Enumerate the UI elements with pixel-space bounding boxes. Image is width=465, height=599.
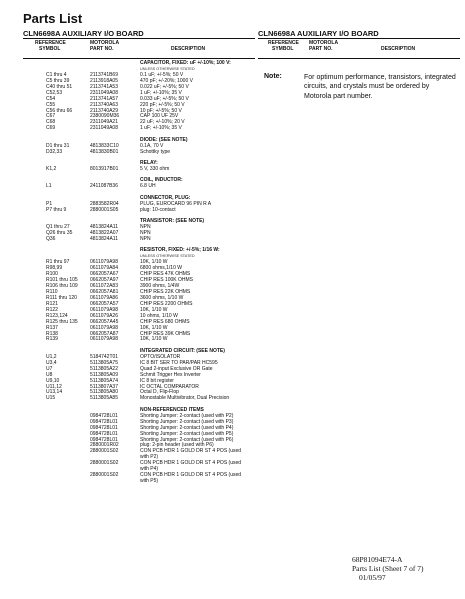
description: 10K, 1/10 W	[140, 259, 168, 266]
note-text: For optimum performance, transistors, integrated circuits, and crystals must be ordered by Motorola part number.	[304, 74, 456, 100]
part-number: 0984728L01	[90, 418, 118, 425]
reference-symbol: R1 thru 97	[46, 259, 70, 266]
footer-doc-number: 68P81094E74-A	[352, 555, 403, 564]
description: Octal D, Flip-Flop	[140, 389, 179, 396]
description: RELAY:	[140, 160, 158, 167]
part-number: 0984728L01	[90, 436, 118, 443]
part-number: 8013917B01	[90, 166, 119, 172]
table-row	[23, 396, 255, 402]
table-row	[23, 126, 255, 132]
reference-symbol: L1	[46, 183, 52, 190]
reference-symbol: R121	[46, 300, 58, 307]
footer-date: 01/05/97	[359, 573, 386, 582]
reference-symbol: C40 thru 51	[46, 83, 73, 90]
reference-symbol: U9,10	[46, 377, 60, 384]
description: Shorting Jumper: 2-contact (used with P3)	[140, 418, 234, 425]
reference-symbol: R138	[46, 330, 58, 337]
description: 0.022 uF; +/-5%; 50 V	[140, 83, 189, 90]
reference-symbol: C55	[46, 101, 56, 108]
reference-symbol: D1 thru 31	[46, 142, 70, 149]
reference-symbol: U13,14	[46, 389, 63, 396]
description: NPN	[140, 230, 151, 236]
reference-symbol: Q1 thru 27	[46, 224, 70, 231]
description: 0.1A, 70 V	[140, 142, 164, 149]
description: NPN	[140, 224, 151, 231]
part-number: 2311049A08	[90, 125, 118, 132]
header-ref-2: SYMBOL	[39, 46, 61, 52]
header-ref-1: REFERENCE	[35, 40, 66, 46]
part-number: 2883582R04	[90, 200, 119, 207]
reference-symbol: R111 thru 120	[46, 294, 77, 301]
table-row	[23, 479, 255, 485]
part-number: 2311049A21	[90, 119, 118, 126]
description: plug: 10-contact	[140, 206, 176, 213]
part-number: 2411087B36	[90, 183, 118, 190]
reference-symbol: R125 thru 135	[46, 318, 78, 325]
board-title-left: CLN6698A AUXILIARY I/O BOARD	[23, 29, 144, 38]
part-number: 2380090M36	[90, 113, 120, 120]
description: NON-REFERENCED ITEMS	[140, 406, 204, 413]
description: CHIP RES 47K OHMS	[140, 271, 191, 278]
part-number: 2880001S02	[90, 448, 119, 455]
part-number: 2113741A53	[90, 83, 118, 90]
description: with P2)	[140, 454, 159, 461]
description: CHIP RES 39K OHMS	[140, 330, 191, 337]
part-number: 2113918A05	[90, 77, 118, 84]
description: IC 8 BIT SER TO PAR/PAR HC595	[140, 359, 218, 366]
part-number: 0611072A83	[90, 283, 118, 289]
part-number: 0611079A98	[90, 306, 118, 313]
description: Shorting Jumper: 2-contact (used with P5)	[140, 430, 234, 437]
part-number: 2113741A57	[90, 95, 118, 102]
part-number: 0611079A86	[90, 294, 118, 301]
table-row	[23, 237, 255, 243]
description: CON PCB HDR 1 GOLD DR ST 4 POS (used	[140, 448, 242, 455]
description: CONNECTOR, PLUG:	[140, 194, 191, 201]
header-part-2-right: PART NO.	[309, 46, 333, 52]
header-part-1-right: MOTOROLA	[309, 40, 339, 46]
description: INTEGRATED CIRCUIT: (SEE NOTE)	[140, 347, 225, 354]
reference-symbol: C56 thru 66	[46, 107, 73, 114]
reference-symbol: U3,4	[46, 359, 57, 366]
reference-symbol: U8	[46, 371, 53, 378]
reference-symbol: C1 thru 4	[46, 71, 67, 78]
part-number: 4813822A07	[90, 230, 119, 236]
reference-symbol: C52,53	[46, 89, 63, 96]
reference-symbol: C54	[46, 95, 56, 102]
part-number: 5113805A85	[90, 395, 118, 402]
part-number: 4813824A11	[90, 235, 118, 242]
table-row	[23, 184, 255, 190]
reference-symbol: P7 thru 9	[46, 206, 67, 213]
part-number: 0662057A87	[90, 330, 119, 337]
table-header-left	[23, 38, 255, 59]
description: IC 8 bit register	[140, 377, 174, 384]
reference-symbol: R122	[46, 306, 58, 313]
reference-symbol: R106 thru 109	[46, 283, 78, 289]
part-number: 5113805A75	[90, 359, 118, 366]
description: 220 pF; +/-5%; 50 V	[140, 101, 185, 108]
reference-symbol: R137	[46, 324, 58, 331]
description: 10 pF; +/-5%; 50 V	[140, 107, 182, 114]
description: 0.1 uF; +/-5%; 50 V	[140, 71, 184, 78]
part-number: 2113741B69	[90, 71, 118, 78]
board-title-right: CLN6698A AUXILIARY I/O BOARD	[258, 29, 379, 38]
description: 10K, 1/10 W	[140, 306, 168, 313]
reference-symbol: R110	[46, 288, 58, 295]
part-number: 0611079A84	[90, 265, 118, 272]
part-number: 0662057A81	[90, 288, 119, 295]
part-number: 4813833C10	[90, 142, 119, 149]
part-number: 4813830B01	[90, 148, 119, 155]
description: plug: 2-pin header (used with P6)	[140, 442, 214, 449]
description: UNLESS OTHERWISE STATED	[140, 254, 195, 259]
reference-symbol: U7	[46, 365, 53, 372]
part-number: 2113740A29	[90, 107, 118, 114]
footer	[352, 555, 423, 582]
description: 3600 ohms, 1/10 W	[140, 294, 184, 301]
part-number: 0984728L01	[90, 424, 118, 431]
description: Quad 2-input Exclusive OR Gate	[140, 365, 213, 372]
description: CHIP RES 22K OHMS	[140, 288, 191, 295]
description: 5 V, 330 ohm	[140, 166, 170, 172]
description: CHIP RES 2200 OHMS	[140, 300, 193, 307]
reference-symbol: C67	[46, 113, 56, 120]
parts-table	[23, 61, 255, 485]
reference-symbol: C68	[46, 119, 56, 126]
part-number: 0611079A98	[90, 336, 118, 343]
reference-symbol: K1,2	[46, 166, 57, 172]
description: 10 ohms, 1/10 W	[140, 312, 178, 319]
table-row	[23, 150, 255, 156]
note-label: Note:	[264, 73, 282, 80]
table-row	[23, 208, 255, 214]
part-number: 0662057A67	[90, 271, 119, 278]
description: 1 uF; +/-10%; 35 V	[140, 125, 182, 132]
description: UNLESS OTHERWISE STATED	[140, 66, 195, 71]
description: 0.033 uF; +/-5%; 50 V	[140, 95, 189, 102]
part-number: 0611079A98	[90, 259, 118, 266]
table-header-right	[258, 38, 460, 59]
header-ref-1-right: REFERENCE	[268, 40, 299, 46]
description: with P5)	[140, 478, 159, 485]
part-number: 5184742T01	[90, 353, 119, 360]
header-part-2: PART NO.	[90, 46, 114, 52]
reference-symbol: R139	[46, 336, 58, 343]
part-number: 5113805A74	[90, 377, 118, 384]
part-number: 0984728L01	[90, 430, 118, 437]
description: CAPACITOR, FIXED: uF +/-10%; 100 V:	[140, 60, 231, 66]
part-number: 2880001S02	[90, 472, 119, 479]
reference-symbol: D32,33	[46, 148, 63, 155]
part-number: 2311049A08	[90, 89, 118, 96]
part-number: 0662057A97	[90, 277, 119, 284]
reference-symbol: Q26 thru 35	[46, 230, 73, 236]
description: Shorting Jumper: 2-contact (used with P6)	[140, 436, 234, 443]
part-number: 5113805A09	[90, 371, 118, 378]
description: 6800 ohms,1/10 W	[140, 265, 182, 272]
part-number: 2880001S02	[90, 460, 119, 467]
part-number: 4813824A11	[90, 224, 118, 231]
part-number: 5113805A80	[90, 389, 118, 396]
part-number: 0662057A45	[90, 318, 119, 325]
part-number: 2113740A63	[90, 101, 118, 108]
page-title: Parts List	[23, 11, 83, 26]
description: 3900 ohms, 1/4W	[140, 283, 180, 289]
description: Shorting Jumper: 2-contact (used with P2)	[140, 412, 234, 419]
reference-symbol: U11,12	[46, 383, 62, 390]
description: Schmit Trigger Hex Inverter	[140, 371, 201, 378]
description: Monostable Multivibrator, Dual Precision	[140, 395, 230, 402]
description: CON PCB HDR 1 GOLD DR ST 4 POS (used	[140, 460, 242, 467]
reference-symbol: C5 thru 39	[46, 77, 70, 84]
description: 22 uF; +/-10%; 20 V	[140, 119, 185, 126]
description: TRANSISTOR: (SEE NOTE)	[140, 218, 205, 225]
description: 470 pF; +/-20%; 1000 V	[140, 77, 193, 84]
description: Shorting Jumper: 2-contact (used with P4)	[140, 424, 234, 431]
description: IC OCTAL COMPARATOR	[140, 383, 199, 390]
description: 10K, 1/10 W	[140, 336, 168, 343]
reference-symbol: Q36	[46, 235, 56, 242]
part-number: 0662057A57	[90, 300, 119, 307]
reference-symbol: R100	[46, 271, 58, 278]
part-number: 0611079A26	[90, 312, 118, 319]
table-row	[23, 337, 255, 343]
description: CON PCB HDR 1 GOLD DR ST 4 POS (used	[140, 472, 242, 479]
part-number: 0611079A98	[90, 324, 118, 331]
description: COIL, INDUCTOR:	[140, 177, 183, 184]
header-desc: DESCRIPTION	[171, 46, 206, 52]
part-number: 5113807A37	[90, 383, 118, 390]
description: DIODE: (SEE NOTE)	[140, 136, 188, 143]
description: 10K, 1/10 W	[140, 324, 168, 331]
description: CAP 100 UF 25V	[140, 113, 179, 120]
reference-symbol: C69	[46, 125, 56, 132]
description: NPN	[140, 235, 151, 242]
header-desc-right: DESCRIPTION	[381, 46, 416, 52]
description: PLUG, EUROCARD 96 PIN R A	[140, 200, 212, 207]
description: 1 uF; +/-10%; 35 V	[140, 89, 182, 96]
header-ref-2-right: SYMBOL	[272, 46, 294, 52]
reference-symbol: R101 thru 105	[46, 277, 78, 284]
part-number: 5113805A22	[90, 365, 118, 372]
description: CHIP RES 100K OHMS	[140, 277, 193, 284]
reference-symbol: R123,124	[46, 312, 68, 319]
description: CHIP RES 680 OHMS	[140, 318, 190, 325]
description: OPTO/ISOLATOR	[140, 353, 181, 360]
part-number: 0984728L01	[90, 412, 118, 419]
reference-symbol: P1	[46, 200, 53, 207]
description: 6.8 UH	[140, 183, 156, 190]
reference-symbol: U15	[46, 395, 56, 402]
reference-symbol: R98,99	[46, 265, 63, 272]
header-part-1: MOTOROLA	[90, 40, 120, 46]
table-row	[23, 167, 255, 173]
description: Schottky type	[140, 148, 171, 155]
description: RESISTOR, FIXED: +/-5%; 1/16 W:	[140, 247, 220, 254]
part-number: 2880001R02	[90, 442, 119, 449]
footer-sheet: Parts List (Sheet 7 of 7)	[352, 564, 424, 573]
reference-symbol: U1,2	[46, 353, 57, 360]
description: with P4)	[140, 466, 159, 473]
part-number: 2880001S05	[90, 206, 119, 213]
